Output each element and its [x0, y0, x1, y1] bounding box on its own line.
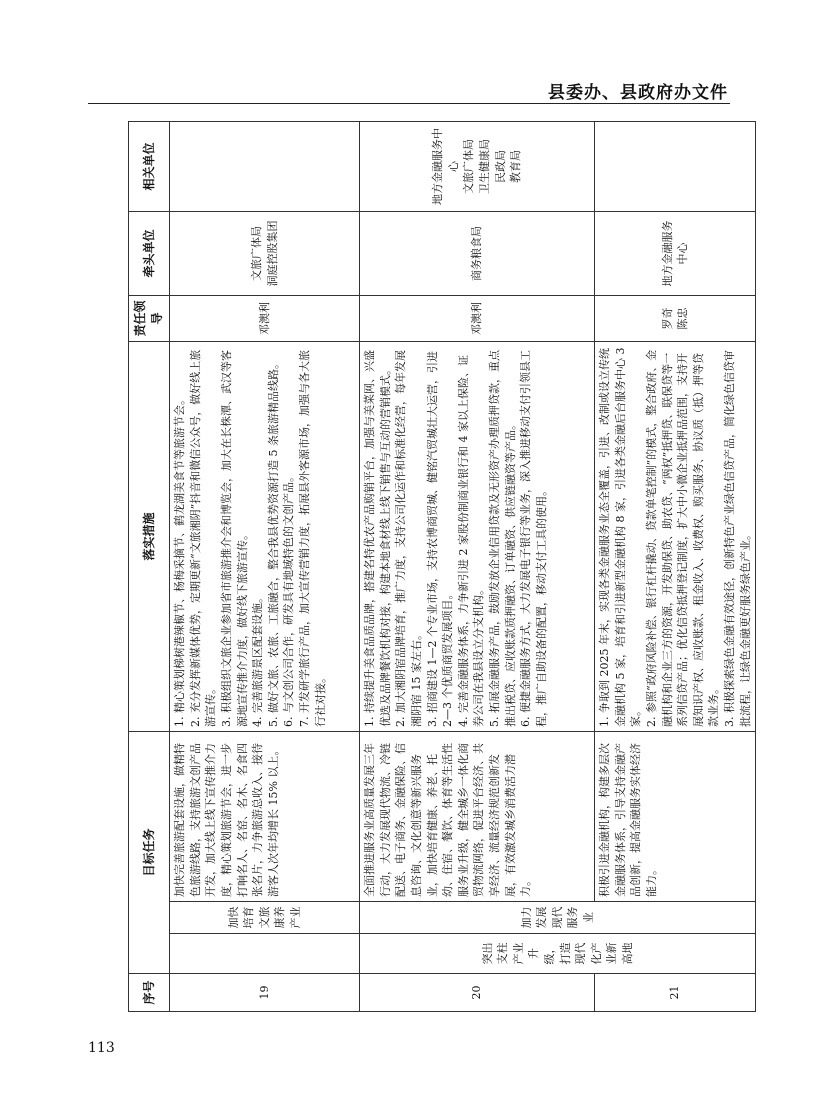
measure-item: 5. 拓展金融服务产品，鼓励发放企业信用贷款及无形资产办理质押贷款，重点推出税贷、应收账款质押融资、订单融资、供应链融资等产品。	[487, 350, 517, 727]
lead-unit-cell: 商务粮食局	[360, 212, 595, 296]
measure-item: 4. 完善金融服务体系，力争新引进 2 家股份制商业银行和 4 家以上保险、证券公司在我县设立分支机构。	[456, 355, 486, 727]
col-header-target: 目标任务	[129, 732, 170, 974]
measure-item: 1. 精心策划梯树港辣椒节、杨梅采摘节、鹤龙湖美食节等旅游节会。	[173, 394, 187, 727]
task-table	[128, 121, 756, 1012]
table-row	[170, 122, 360, 1012]
related-unit-cell	[170, 122, 360, 212]
col-header-no: 序号	[129, 974, 170, 1012]
leader-cell: 罗奇 陈忠	[595, 296, 756, 342]
measure-item: 6. 与文创公司合作，研发具有地域特色的文创产品。	[282, 471, 296, 727]
col-header-related: 相关单位	[129, 122, 170, 212]
measure-item: 2. 加大湘阴宿品牌培育，推广力度，支持公司化运作和标准化经营，每年发展湘阴宿 15 家左右。	[394, 350, 423, 727]
row-number: 20	[360, 974, 595, 1012]
rotated-table-container	[128, 122, 752, 1012]
lead-unit-cell: 文旅广体局 洞庭控股集团	[170, 212, 360, 296]
related-unit-cell	[595, 122, 756, 212]
header-divider	[88, 103, 730, 104]
row-number: 21	[595, 974, 756, 1012]
leader-cell: 邓澳利	[170, 296, 360, 342]
subcategory-cell: 加快培育文旅康养产业	[170, 902, 360, 934]
lead-unit-cell: 地方金融服务中心	[595, 212, 756, 296]
target-cell: 全面推进服务业高质量发展三年行动，大力发展现代物流、冷链配送、电子商务、金融保险、信息咨询、文化创意等新兴服务业，加快培育健康、养老、托幼、住宿、餐饮、体育等生活性服务业升级，健全城乡一体化商贸物流网络，促进平台经济、共享经济、流量经济规范创新发展，有效激发城乡消费活力潜力。	[360, 732, 595, 902]
measure-item: 7. 开发研学旅行产品，加大宣传营销力度，拓展县外客源市场，加强与各大旅行社对接。	[297, 350, 327, 727]
measures-cell	[595, 342, 756, 732]
measures-cell	[360, 342, 595, 732]
table-row	[595, 122, 756, 1012]
measure-item: 2. 充分发挥新媒体优势，定期更新“文旅湘阴”抖音和微信公众号，做好线上旅游宣传。	[188, 349, 218, 727]
row-number: 19	[170, 974, 360, 1012]
measure-item: 3. 招商建设 1—2 个专业市场，支持农博商贸城、健铭汽贸城壮大运营，引进 2—3 个优质商贸发展项目。	[425, 351, 455, 727]
col-header-lead-unit: 牵头单位	[129, 212, 170, 296]
target-cell: 加快完善旅游配套设施，做精特色旅游线路，支持旅游文创产品开发，加大线上线下宣传推介力度，精心策划旅游节会，进一步打响名人、名窑、名木、名食四张名片，力争旅游总收入、接待游客人次年均增长 15% 以上。	[170, 732, 360, 902]
subcategory-cell: 加力发展现代服务业	[360, 902, 756, 934]
measure-item: 1. 持续提升美食品质品牌，搭建名特优农产品购销平台，加强与美菜网、兴盛优选及品牌餐饮机构对接，构建本地食材线上线下销售与互动的营销模式。	[363, 350, 392, 727]
measure-item: 6. 便捷金融服务方式，大力发展电子银行等业务，深入推进移动支付引领县工程，推广自助设备的配置，移动支付工具的使用。	[519, 350, 548, 727]
table-row	[360, 122, 595, 1012]
measures-cell	[170, 342, 360, 732]
document-header-title: 县委办、县政府办文件	[548, 83, 728, 103]
measure-item: 3. 积极探索绿色金融有效途径，创新特色产业绿色信贷产品，简化绿色信贷审批流程，让绿色金融更好服务绿色产业。	[722, 350, 752, 727]
table-header-row	[129, 122, 170, 1012]
col-header-leader: 责任领导	[129, 296, 170, 342]
measure-item: 3. 积极组织文旅企业参加省市旅游推介会和博览会，加大在长株潭、武汉等客源地宣传推介力度，做好线下旅游宣传。	[219, 350, 249, 727]
measure-item: 4. 完善旅游景区配套设施。	[251, 592, 265, 727]
col-header-measures: 落实措施	[129, 342, 170, 732]
category-cell: 突出支柱产业升级，打造现代化产业新高地	[360, 934, 756, 974]
measure-item: 1. 争取到 2025 年末，实现各类金融服务业态全覆盖，引进、改制或设立传统金融机构 5 家，培育和引进新型金融机构 8 家，引进各类金融后台服务中心 3 家。	[598, 347, 643, 727]
measure-item: 5. 做好文旅、农旅、工旅融合，整合我县优势资源打造 5 条旅游精品线路。	[266, 358, 280, 727]
measure-item: 2. 参照“政府风险补偿、银行杠杆撬动、贷款单笔控制”的模式，整合政府、金融机构和企业三方的资源，开发助保贷、助农贷、“两权”抵押贷、联保贷等一系列信贷产品；优化信贷抵押登记制度，扩大中小微企业抵押品范围，支持开展知识产权、应收账款、租金收入、收费权、购买服务、协议质（抵）押等贷款业务。	[644, 349, 721, 727]
target-cell: 积极引进金融机构，构建多层次金融服务体系，引导支持金融产品创新，提高金融服务实体经济能力。	[595, 732, 756, 902]
page-number: 113	[88, 1040, 115, 1056]
leader-cell: 邓澳利	[360, 296, 595, 342]
related-unit-cell: 地方金融服务中心 文旅广体局 卫生健康局 民政局 教育局	[360, 122, 595, 212]
category-cell	[170, 934, 360, 974]
